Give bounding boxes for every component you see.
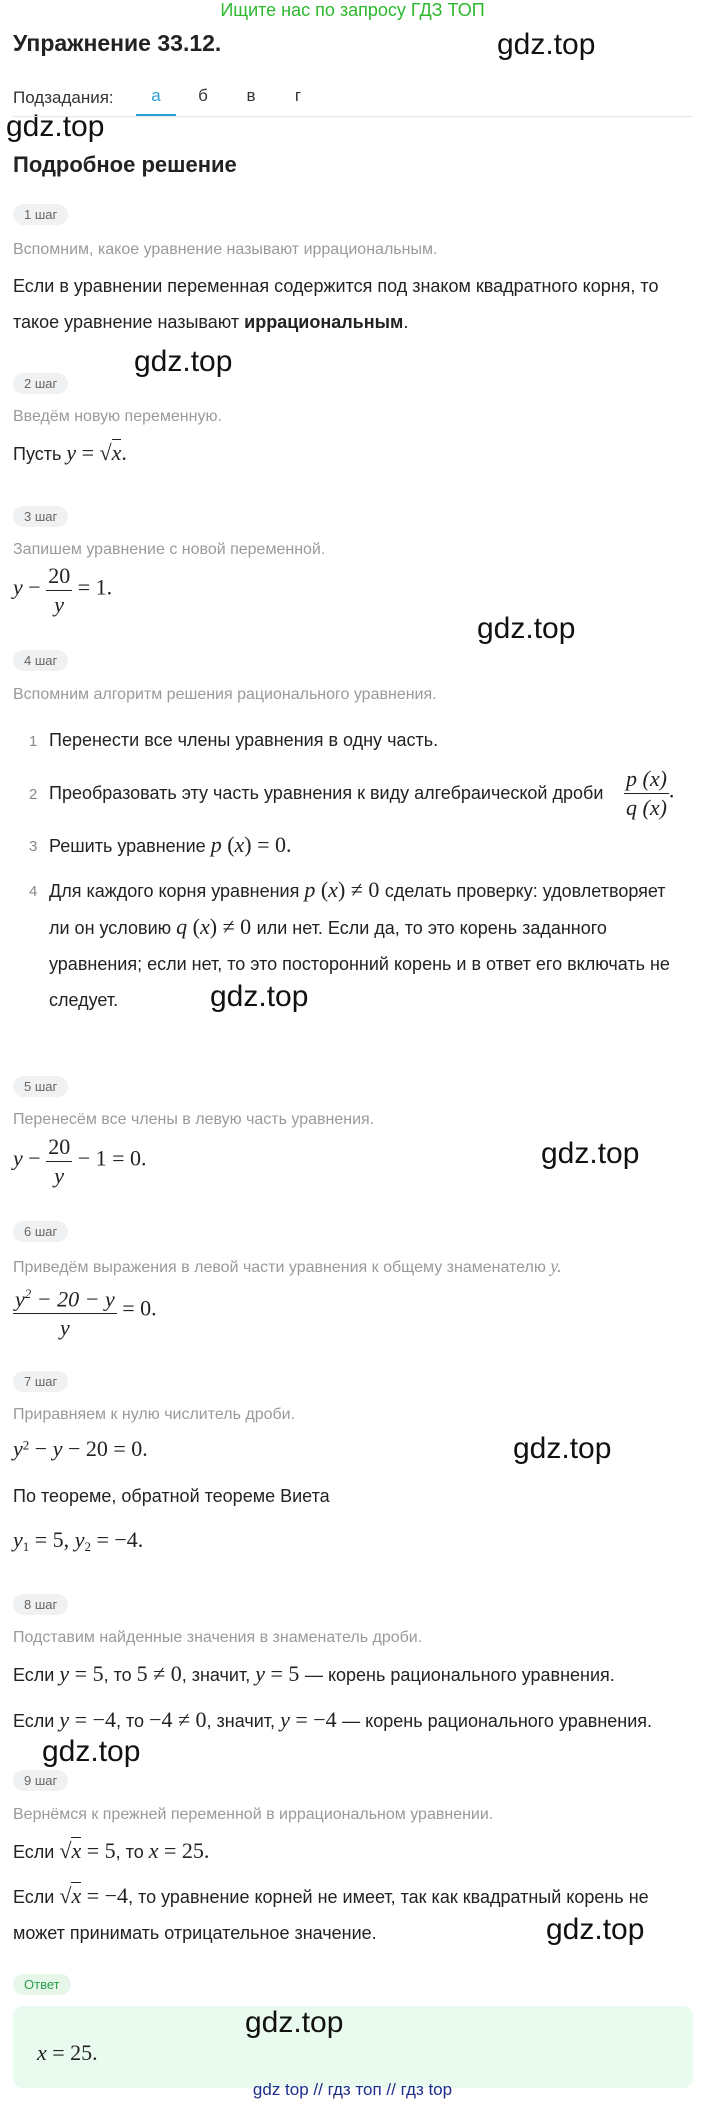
list-item-text: следует.: [49, 990, 119, 1010]
step-badge: 8 шаг: [13, 1594, 68, 1615]
text-line: Если в уравнении переменная содержится под знаком квадратного корня, то: [13, 276, 659, 296]
step-text: Если √x = −4, то уравнение корней не имеет, так как квадратный корень не может принимать отрицательное значение.: [13, 1883, 649, 1943]
text-if: Если: [13, 1887, 55, 1907]
list-item-text: Преобразовать эту часть уравнения к виду алгебраической дроби: [49, 783, 604, 803]
list-item-text: или нет. Если да, то это корень заданного: [256, 918, 607, 938]
top-banner[interactable]: Ищите нас по запросу ГДЗ ТОП: [220, 0, 485, 20]
step-text: Пусть y = √x.: [13, 440, 127, 465]
tab-g[interactable]: г: [294, 86, 302, 105]
step-badge: 7 шаг: [13, 1371, 68, 1392]
step-hint: Вернёмся к прежней переменной в иррациональном уравнении.: [13, 1806, 494, 1823]
step-badge: 6 шаг: [13, 1221, 68, 1242]
equation: $y_1 = 5$, $y_2 = -4$.: [13, 1527, 144, 1555]
step-text: Если √x = 5, то x = 25.: [13, 1838, 210, 1863]
equation: y − $\frac{20}{y}$ = 1.: [13, 563, 113, 617]
list-number: 4: [29, 883, 38, 900]
page-title: Упражнение 33.12.: [13, 30, 222, 56]
watermark: gdz.top: [42, 1735, 141, 1768]
step-hint: Перенесём все члены в левую часть уравнения.: [13, 1111, 375, 1128]
answer-badge: Ответ: [13, 1974, 71, 1995]
text-so: , значит,: [206, 1711, 276, 1731]
tab-a[interactable]: а: [136, 86, 176, 116]
text-line: , то уравнение корней не имеет, так как квадратный корень не: [128, 1887, 649, 1907]
watermark: gdz.top: [477, 612, 576, 645]
list-item-text: сделать проверку: удовлетворяет: [384, 881, 666, 901]
text-if: Если: [13, 1665, 55, 1685]
watermark: gdz.top: [497, 28, 596, 61]
text-line: такое уравнение называют: [13, 312, 240, 332]
tab-v[interactable]: в: [246, 86, 256, 105]
step-hint: Вспомним, какое уравнение называют иррациональным.: [13, 241, 438, 258]
solution-heading: Подробное решение: [13, 152, 237, 177]
tab-b[interactable]: б: [198, 86, 208, 105]
watermark: gdz.top: [546, 1913, 645, 1946]
text-then: , то: [115, 1842, 144, 1862]
step-text: [13, 268, 658, 340]
fraction: $\frac{p (x)}{q (x)}$ .: [626, 766, 675, 820]
text-result: — корень рационального уравнения.: [304, 1665, 615, 1685]
watermark: gdz.top: [541, 1137, 640, 1170]
equation: $\frac{y^2 - 20 - y}{y}$ = 0.: [13, 1280, 157, 1342]
step-hint: Введём новую переменную.: [13, 408, 222, 425]
subtasks-label: Подзадания:: [13, 88, 114, 107]
watermark: gdz.top: [210, 980, 309, 1013]
step-badge: 5 шаг: [13, 1076, 68, 1097]
step-hint: Вспомним алгоритм решения рационального уравнения.: [13, 686, 437, 703]
list-item-text: Решить уравнение: [49, 836, 206, 856]
answer-box: [13, 2006, 693, 2088]
list-item-text: уравнения; если нет, то это посторонний корень и в ответ его включать не: [49, 954, 670, 974]
watermark: gdz.top: [245, 2006, 344, 2039]
watermark: gdz.top: [6, 110, 105, 143]
text-result: — корень рационального уравнения.: [342, 1711, 653, 1731]
list-item: Для каждого корня уравнения p (x) ≠ 0 сделать проверку: удовлетворяет ли он условию q (x) ≠ 0 или нет. Если да, то это корень заданного уравнения; если нет, то это посторонний корень и в ответ его включать не следует.: [49, 877, 670, 1010]
bold-term: иррациональным: [244, 312, 404, 332]
step-badge: 2 шаг: [13, 373, 68, 394]
step-hint: Запишем уравнение с новой переменной.: [13, 541, 326, 558]
hint-text: Приведём выражения в левой части уравнения к общему знаменателю: [13, 1259, 546, 1276]
text-so: , значит,: [181, 1665, 251, 1685]
list-item-text: Для каждого корня уравнения: [49, 881, 300, 901]
step-hint: Подставим найденные значения в знаменатель дроби.: [13, 1629, 423, 1646]
list-number: 1: [29, 733, 38, 750]
period: .: [403, 312, 409, 332]
text-line: может принимать отрицательное значение.: [13, 1923, 377, 1943]
text-then: , то: [103, 1665, 132, 1685]
answer-value: x = 25.: [37, 2040, 98, 2065]
step-badge: 4 шаг: [13, 650, 68, 671]
watermark: gdz.top: [134, 345, 233, 378]
equation: $y^2 - y - 20 = 0$.: [13, 1436, 148, 1461]
list-item: Решить уравнение p (x) = 0.: [49, 832, 292, 857]
text-pre: Пусть: [13, 444, 62, 464]
text-then: , то: [115, 1711, 145, 1731]
step-text: По теореме, обратной теореме Виета: [13, 1486, 330, 1506]
subtasks-bar: [13, 84, 693, 117]
step-hint: Приравняем к нулю числитель дроби.: [13, 1406, 296, 1423]
list-number: 3: [29, 838, 38, 855]
step-hint: Приведём выражения в левой части уравнения к общему знаменателю y.: [13, 1256, 562, 1276]
text-if: Если: [13, 1711, 55, 1731]
equation: y − $\frac{20}{y}$ − 1 = 0.: [13, 1134, 147, 1188]
text-if: Если: [13, 1842, 55, 1862]
step-text: Если y = 5, то 5 ≠ 0, значит, y = 5 — корень рационального уравнения.: [13, 1661, 615, 1686]
step-text: Если y = −4, то −4 ≠ 0, значит, y = −4 — корень рационального уравнения.: [13, 1707, 653, 1732]
watermark: gdz.top: [513, 1432, 612, 1465]
step-badge: 9 шаг: [13, 1770, 68, 1791]
step-badge: 3 шаг: [13, 506, 68, 527]
list-item: Перенести все члены уравнения в одну часть.: [49, 730, 439, 750]
list-item-text: ли он условию: [49, 918, 172, 938]
list-number: 2: [29, 786, 38, 803]
step-badge: 1 шаг: [13, 204, 68, 225]
footer-links[interactable]: gdz top // гдз топ // гдз top: [252, 2080, 453, 2099]
list-item: [49, 775, 603, 811]
